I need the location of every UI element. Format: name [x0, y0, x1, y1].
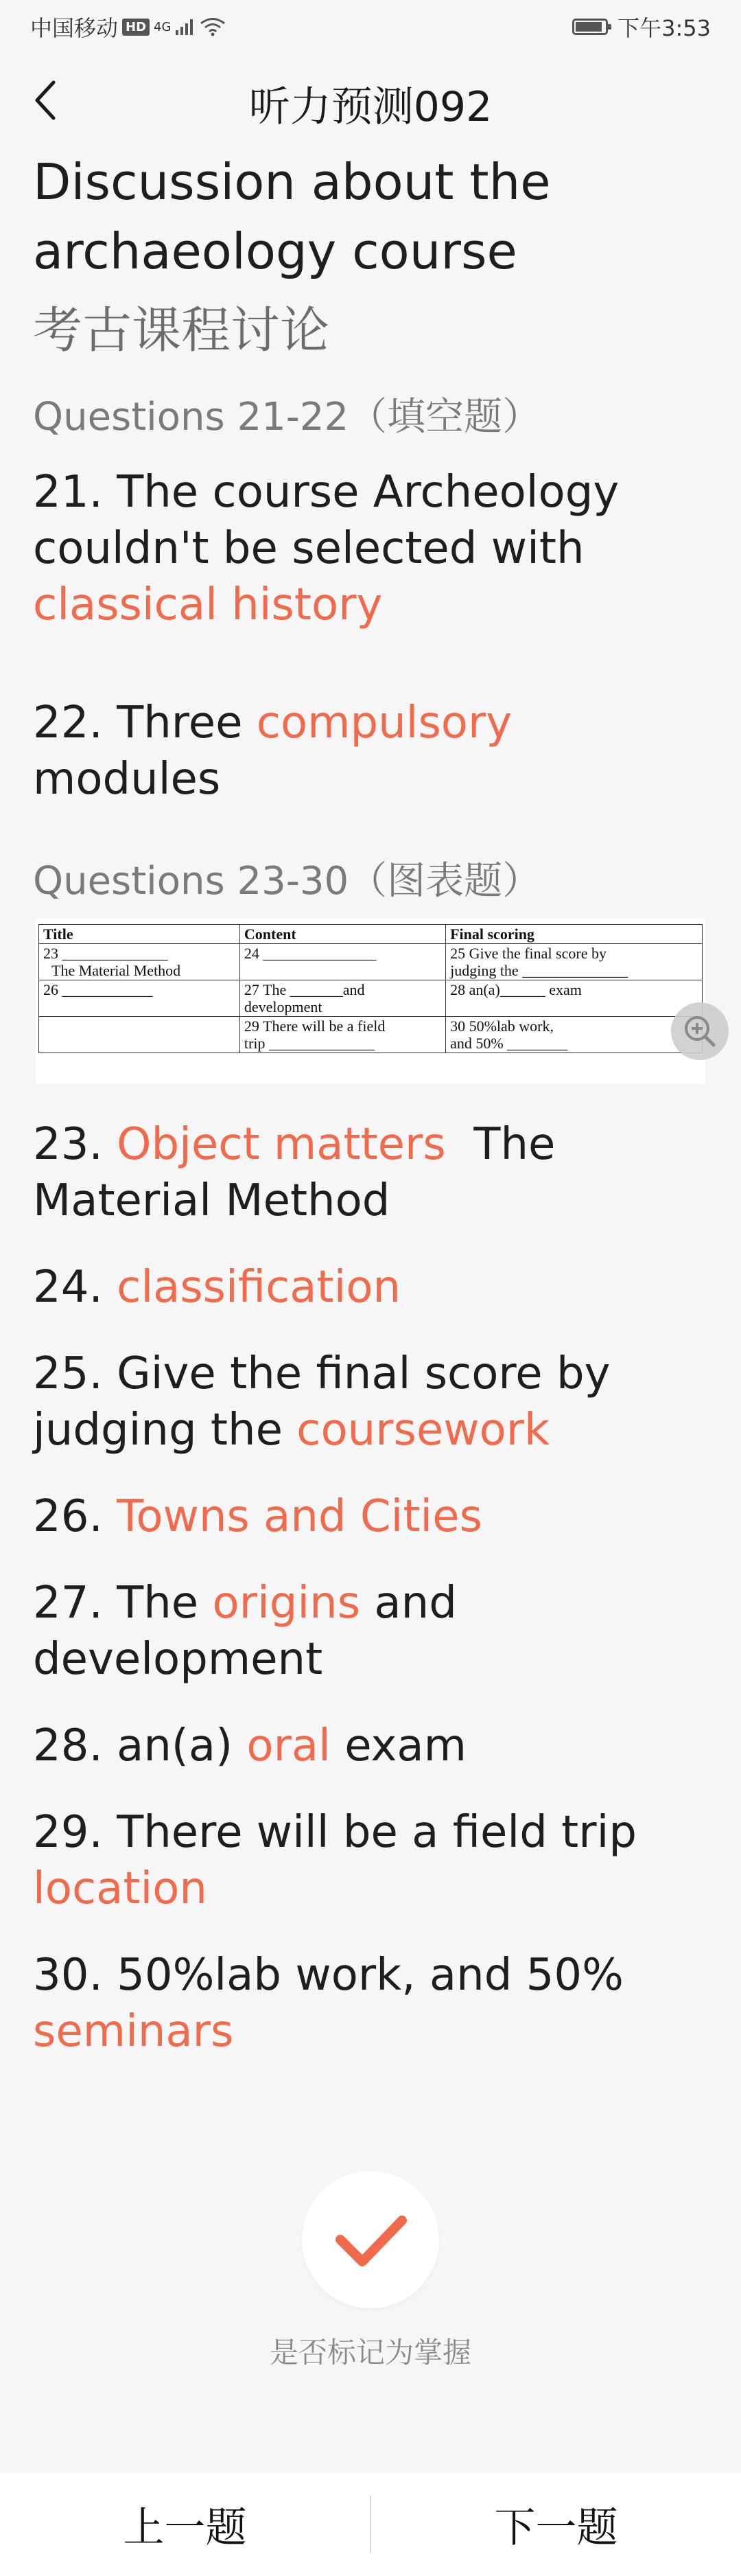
table-header-cell: Title [39, 925, 240, 944]
cell-line: 23 ______________ [43, 945, 168, 962]
question-26 [33, 1488, 708, 1545]
status-bar [0, 0, 741, 52]
answer-text: Object matters [117, 1119, 446, 1170]
table-row [39, 980, 703, 1017]
table-cell [446, 944, 703, 980]
answer-text: compulsory [256, 698, 513, 748]
question-24 [33, 1259, 708, 1315]
question-text: 24. [33, 1262, 117, 1313]
cell-line: 24 _______________ [244, 945, 377, 962]
cell-line: 27 The _______and [244, 981, 365, 998]
cell-line: judging the ______________ [450, 962, 628, 979]
question-table [38, 924, 703, 1053]
title-en-line: Discussion about the [33, 153, 551, 211]
zoom-in-button[interactable] [671, 1002, 729, 1060]
table-cell [446, 980, 703, 1017]
question-22 [33, 695, 708, 807]
question-text: and [360, 1578, 457, 1629]
question-28 [33, 1718, 708, 1774]
question-text: modules [33, 754, 221, 805]
table-cell [239, 1017, 445, 1053]
question-text: 23. [33, 1119, 117, 1170]
status-time: 下午3:53 [618, 15, 711, 41]
table-row [39, 1017, 703, 1053]
answer-text: location [33, 1863, 207, 1914]
question-29 [33, 1804, 708, 1917]
answers-list [33, 1116, 708, 2060]
table-cell [39, 980, 240, 1017]
mark-mastered-button[interactable] [302, 2171, 439, 2308]
main-content [33, 148, 708, 909]
question-27 [33, 1575, 708, 1688]
checkmark-icon [302, 2171, 439, 2308]
nav-bar [0, 52, 741, 148]
table-cell [446, 1017, 703, 1053]
question-text: 26. [33, 1491, 117, 1542]
cell-line: 29 There will be a field [244, 1017, 386, 1035]
cell-line: The Material Method [51, 962, 181, 979]
table-header-cell: Content [239, 925, 445, 944]
question-text: The [445, 1119, 556, 1170]
cell-line: and 50% ________ [450, 1035, 568, 1052]
question-30 [33, 1947, 708, 2060]
zoom-in-icon [671, 1002, 729, 1060]
signal-icon [175, 18, 196, 36]
question-text: judging the [33, 1405, 297, 1456]
carrier-label: 中国移动 [30, 15, 119, 41]
question-table-image[interactable] [36, 919, 705, 1083]
question-23 [33, 1116, 708, 1229]
question-text: couldn't be selected with [33, 523, 585, 574]
table-row [39, 944, 703, 980]
status-left [30, 11, 226, 43]
answer-text: classical history [33, 579, 383, 630]
cell-line: 28 an(a)______ exam [450, 981, 582, 998]
section-label-chart: Questions 23-30（图表题） [33, 859, 541, 904]
answer-text: coursework [296, 1405, 550, 1456]
question-text: Material Method [33, 1175, 390, 1226]
cell-line: development [244, 998, 322, 1015]
table-header-row [39, 925, 703, 944]
section-label-fill-blank: Questions 21-22（填空题） [33, 395, 541, 439]
question-25 [33, 1346, 708, 1458]
bottom-nav-bar [0, 2473, 741, 2576]
question-text: 30. 50%lab work, and 50% [33, 1950, 624, 2001]
answer-text: seminars [33, 2006, 234, 2057]
question-text: exam [330, 1721, 467, 1771]
question-text: 29. There will be a field trip [33, 1807, 637, 1858]
status-right [572, 11, 711, 43]
answer-text: classification [117, 1262, 401, 1313]
table-cell [39, 1017, 240, 1053]
answer-text: Towns and Cities [117, 1491, 482, 1542]
wifi-icon [200, 17, 226, 36]
page-title: 听力预测092 [248, 83, 493, 131]
cell-line: 26 ____________ [43, 981, 153, 998]
next-question-button[interactable]: 下一题 [494, 2504, 618, 2552]
table-cell [39, 944, 240, 980]
battery-icon [572, 19, 608, 35]
question-text: 22. Three [33, 698, 257, 748]
question-text: 21. The course Archeology [33, 467, 620, 518]
hd-badge: HD [122, 19, 150, 36]
cell-line: 25 Give the final score by [450, 945, 607, 962]
table-cell [239, 944, 445, 980]
cell-line: trip ______________ [244, 1035, 375, 1052]
question-21 [33, 464, 708, 633]
network-type: 4G [154, 19, 172, 34]
title-en [33, 148, 708, 286]
cell-line: 30 50%lab work, [450, 1017, 554, 1035]
question-text: development [33, 1634, 323, 1685]
table-header-cell: Final scoring [446, 925, 703, 944]
question-text: 27. The [33, 1578, 213, 1629]
title-en-line: archaeology course [33, 222, 517, 280]
mastered-label: 是否标记为掌握 [269, 2336, 471, 2369]
question-text: 28. an(a) [33, 1721, 247, 1771]
table-cell [239, 980, 445, 1017]
answer-text: oral [246, 1721, 331, 1771]
prev-question-button[interactable]: 上一题 [123, 2504, 247, 2552]
answer-text: origins [212, 1578, 361, 1629]
question-text: 25. Give the final score by [33, 1348, 611, 1399]
title-zh: 考古课程讨论 [33, 301, 330, 359]
